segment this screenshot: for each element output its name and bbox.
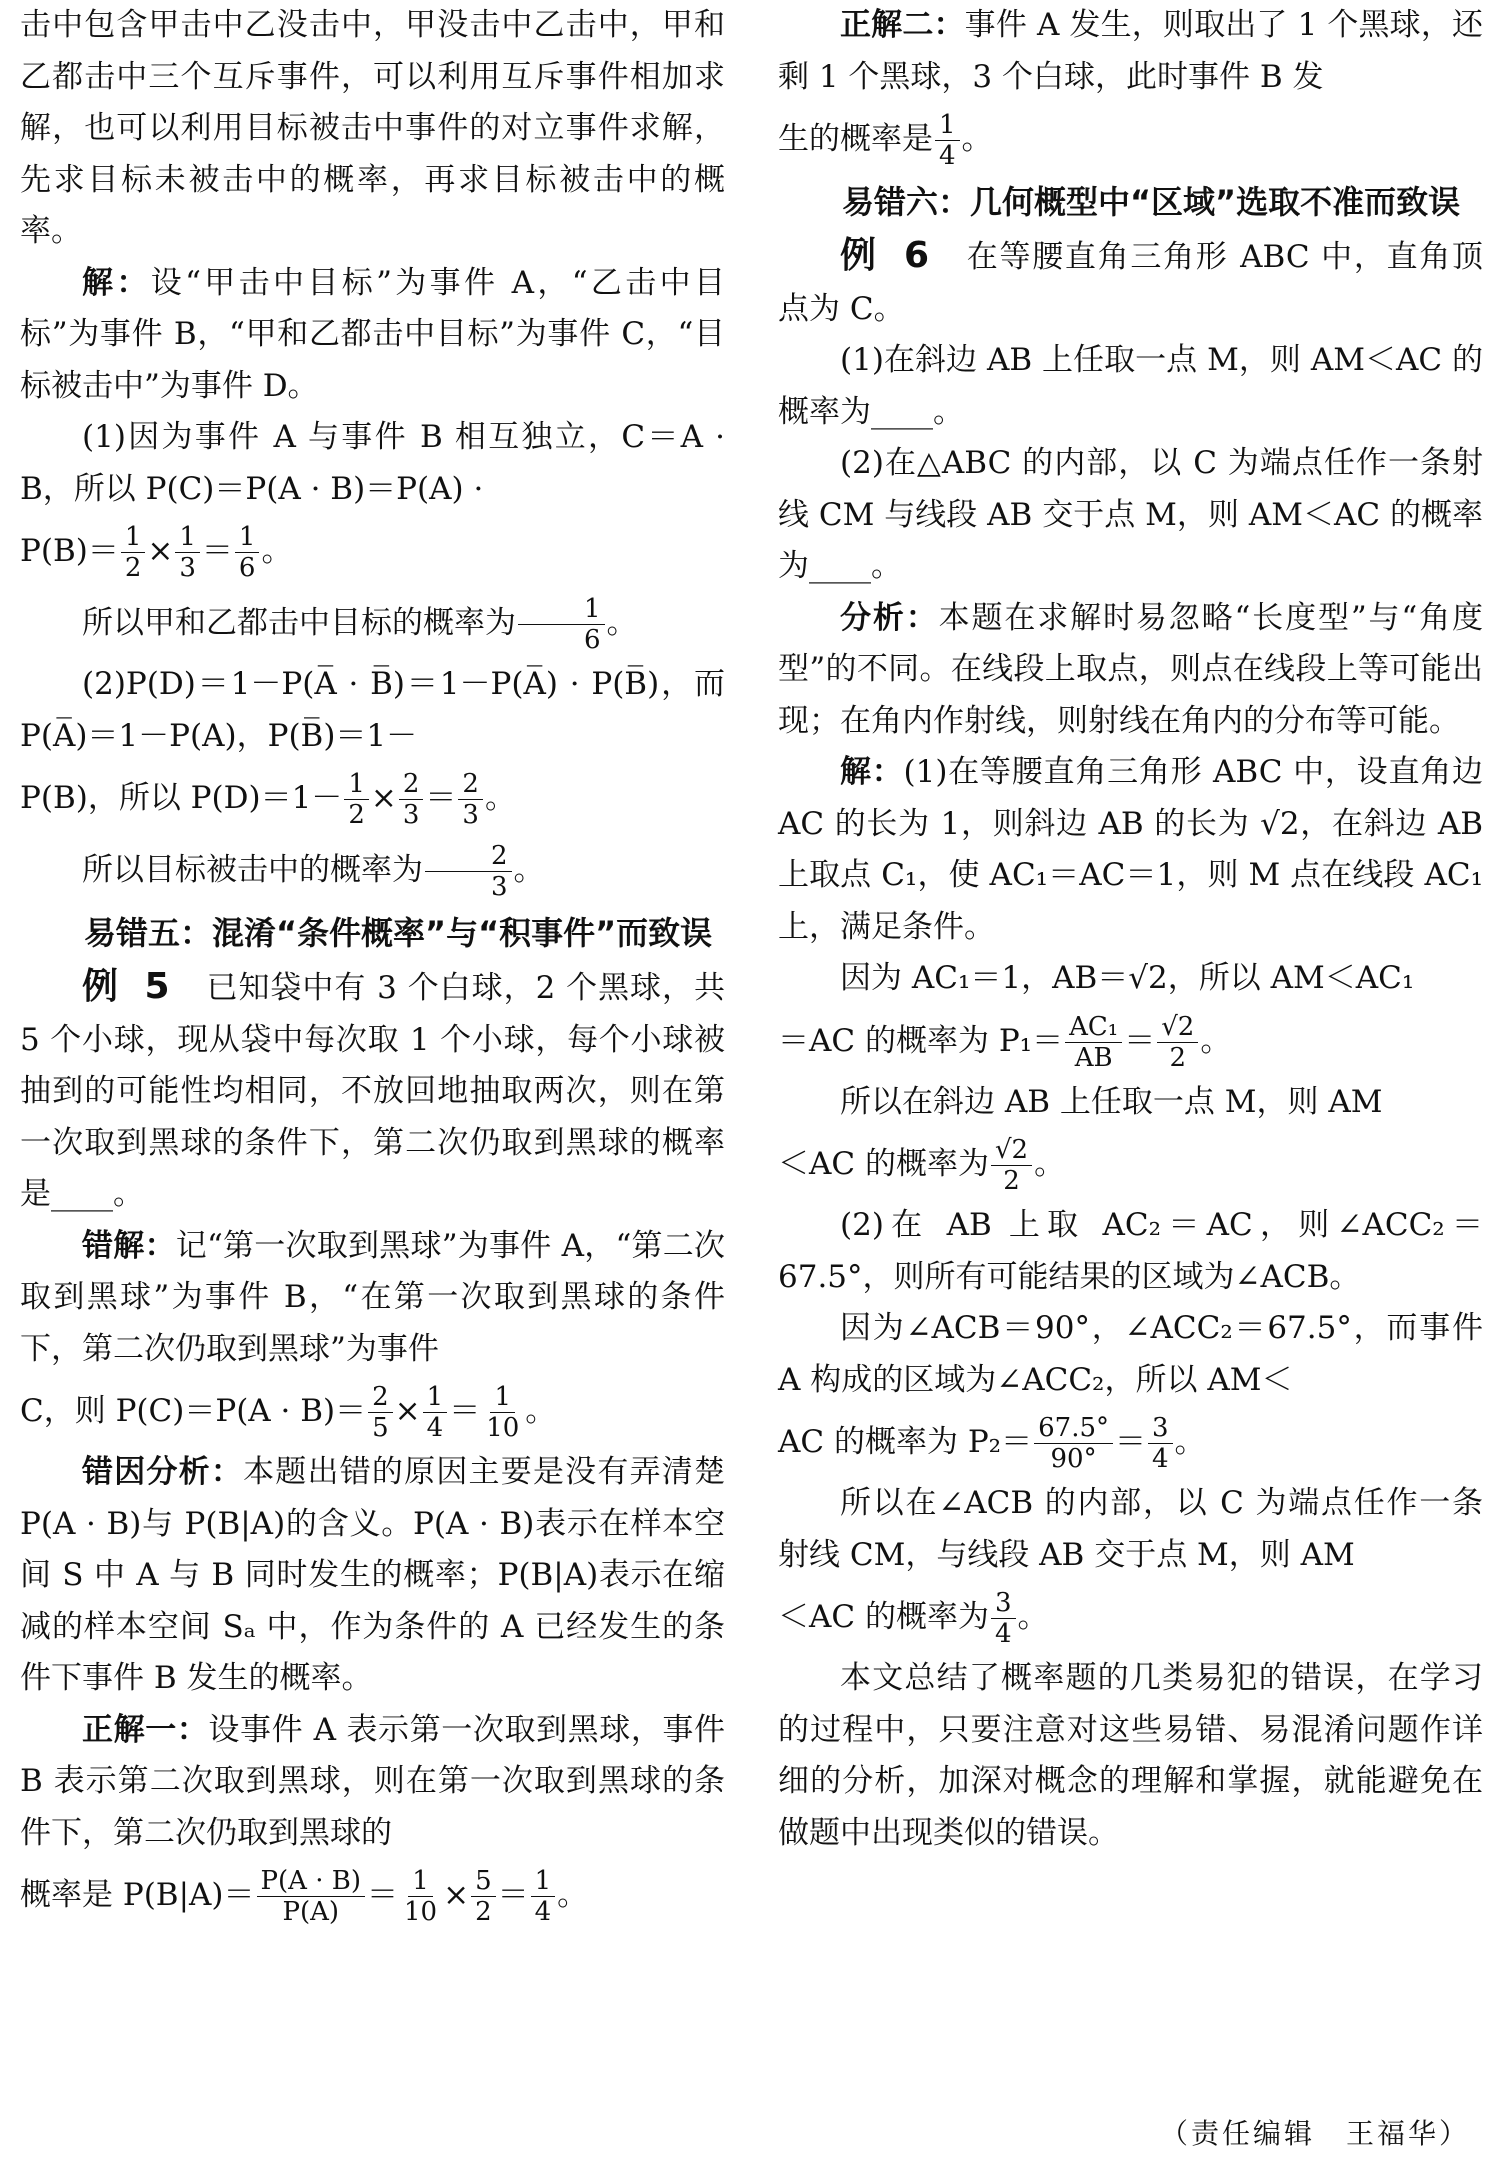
section-heading-6: 易错六：几何概型中“区域”选取不准而致误 [842, 183, 1461, 221]
fraction: $\frac{2}{3}$ [399, 769, 424, 830]
paragraph-intro: 击中包含甲击中乙没击中，甲没击中乙击中，甲和乙都击中三个互斥事件，可以利用互斥事件相加求解，也可以利用目标被击中事件的对立事件求解，先求目标未被击中的概率，再求目标被击中的概率。 [20, 7, 725, 249]
part1-equation [20, 515, 725, 587]
part2-conclusion [20, 834, 725, 906]
operator: ＝ [1124, 1022, 1156, 1059]
correct-solution-1 [20, 1705, 725, 1860]
fraction: $\frac{1}{2}$ [344, 769, 369, 830]
punctuation: 。 [961, 121, 993, 157]
operator: ＝ [201, 533, 233, 569]
solution-part2-step: 因为∠ACB＝90°，∠ACC₂＝67.5°，而事件 A 构成的区域为∠ACC₂，所以 AM＜ [778, 1310, 1483, 1398]
correct-solution-1-text: 设事件 A 表示第一次取到黑球，事件 B 表示第二次取到黑球，则在第一次取到黑球的条件下，第二次仍取到黑球的 [20, 1711, 726, 1851]
example-label: 例 5 [82, 966, 176, 1007]
solution-part1 [778, 747, 1483, 953]
equation-text: P(B)＝ [20, 533, 119, 569]
equation-text: 概率是 P(B|A)＝ [20, 1877, 255, 1913]
example-5 [20, 961, 725, 1221]
analysis-label: 分析： [840, 599, 939, 636]
correct-solution-2-result [778, 103, 1483, 175]
fraction: $\frac{1}{6}$ [235, 522, 260, 583]
fraction: $\frac{5}{2}$ [471, 1866, 496, 1927]
fraction: $\frac{3}{4}$ [991, 1588, 1016, 1649]
error-analysis-text: 本题出错的原因主要是没有弄清楚 P(A · B)与 P(B|A)的含义。P(A · B)表示在样本空间 S 中 A 与 B 同时发生的概率；P(B|A)表示在缩减的样本空间 Sₐ 中，作为条件的 A 已经发生的条件下事件 B 发生的概率。 [20, 1454, 726, 1696]
result-text: ＜AC 的概率为 [778, 1599, 989, 1635]
correct-solution-1-equation [20, 1859, 725, 1931]
equation-text: ＝AC 的概率为 P₁＝ [778, 1022, 1064, 1059]
solution-paragraph [20, 258, 725, 413]
punctuation: 。 [1034, 1146, 1066, 1182]
operator: × [394, 1393, 421, 1429]
solution-part2: (2)在 AB 上取 AC₂＝AC，则∠ACC₂＝67.5°，则所有可能结果的区域为∠ACB。 [778, 1207, 1483, 1295]
correct-solution-1-label: 正解一： [82, 1711, 209, 1748]
operator: ＝ [1115, 1424, 1146, 1460]
fraction: $\frac{2}{3}$ [425, 841, 512, 902]
fraction: $\frac{67.5^\circ}{90^\circ}$ [1034, 1413, 1113, 1474]
fraction: $\frac{2}{3}$ [458, 769, 483, 830]
conclusion-text: 所以目标被击中的概率为 [82, 852, 423, 888]
wrong-solution [20, 1221, 725, 1376]
example-6 [778, 230, 1483, 335]
correct-solution-2-text: 事件 A 发生，则取出了 1 个黑球，还剩 1 个黑球，3 个白球，此时事件 B 发 [778, 7, 1484, 95]
solution-text: 设“甲击中目标”为事件 A，“乙击中目标”为事件 B，“甲和乙都击中目标”为事件 C，“目标被击中”为事件 D。 [20, 264, 726, 404]
equation-text: AC 的概率为 P₂＝ [778, 1424, 1033, 1460]
error-analysis [20, 1447, 725, 1705]
solution-text: (1)在等腰直角三角形 ABC 中，设直角边 AC 的长为 1，则斜边 AB 的长为 √2，在斜边 AB 上取点 C₁，使 AC₁＝AC＝1，则 M 点在线段 AC₁ 上，满足条件。 [778, 754, 1483, 945]
solution-part2-equation [778, 1406, 1483, 1478]
fraction: $\frac{2}{5}$ [368, 1382, 393, 1443]
equation-text: C，则 P(C)＝P(A · B)＝ [20, 1393, 367, 1429]
result-text: ＜AC 的概率为 [778, 1146, 989, 1182]
summary-paragraph: 本文总结了概率题的几类易犯的错误，在学习的过程中，只要注意对这些易错、易混淆问题作详细的分析，加深对概念的理解和掌握，就能避免在做题中出现类似的错误。 [778, 1660, 1483, 1851]
right-column [778, 0, 1483, 1859]
operator: ＝ [366, 1877, 398, 1913]
punctuation: 。 [1017, 1599, 1049, 1635]
solution-part1-conclusion: 所以在斜边 AB 上任取一点 M，则 AM [840, 1083, 1383, 1120]
editor-credit: （责任编辑 王福华） [1159, 2117, 1470, 2150]
example-text: 在等腰直角三角形 ABC 中，直角顶点为 C。 [778, 239, 1483, 327]
fraction: $\frac{P(A \cdot B)}{P(A)}$ [257, 1866, 365, 1927]
part1-conclusion [20, 587, 725, 659]
example-text: 已知袋中有 3 个白球，2 个黑球，共 5 个小球，现从袋中每次取 1 个小球，每个小球被抽到的可能性均相同，不放回地抽取两次，则在第一次取到黑球的条件下，第二次仍取到黑球的概率是____。 [20, 970, 725, 1212]
solution-part1-step: 因为 AC₁＝1，AB＝√2，所以 AM＜AC₁ [840, 960, 1415, 996]
wrong-solution-text: 记“第一次取到黑球”为事件 A，“第二次取到黑球”为事件 B，“在第一次取到黑球的条件下，第二次仍取到黑球”为事件 [20, 1227, 725, 1367]
fraction: $\frac{1}{10}$ [403, 1866, 438, 1927]
fraction: $\frac{1}{4}$ [423, 1382, 448, 1443]
error-analysis-label: 错因分析： [82, 1454, 244, 1490]
punctuation: 。 [484, 780, 516, 816]
wrong-solution-equation [20, 1375, 725, 1447]
fraction: $\frac{1}{2}$ [121, 522, 146, 583]
fraction: $\frac{√2}{2}$ [1157, 1012, 1198, 1073]
part2-paragraph: (2)P(D)＝1－P(A̅ · B̅)＝1－P(A̅) · P(B̅)，而 P(A̅)＝1－P(A)，P(B̅)＝1－ [20, 666, 725, 754]
analysis-text: 本题在求解时易忽略“长度型”与“角度型”的不同。在线段上取点，则点在线段上等可能出现；在角内作射线，则射线在角内的分布等可能。 [778, 599, 1484, 739]
solution-part1-equation [778, 1005, 1483, 1077]
fraction: $\frac{1}{4}$ [531, 1866, 556, 1927]
fraction: $\frac{1}{3}$ [175, 522, 200, 583]
operator: × [443, 1877, 470, 1913]
punctuation: 。 [525, 1393, 557, 1429]
fraction: $\frac{\text{AC₁}}{AB}$ [1065, 1012, 1122, 1073]
solution-part2-conclusion: 所以在∠ACB 的内部，以 C 为端点任作一条射线 CM，与线段 AB 交于点 M，则 AM [778, 1485, 1483, 1573]
punctuation: 。 [606, 605, 638, 641]
punctuation: 。 [557, 1877, 589, 1913]
part2-equation [20, 762, 725, 834]
solution-part1-result [778, 1128, 1483, 1200]
punctuation: 。 [261, 533, 293, 569]
punctuation: 。 [513, 852, 545, 888]
fraction: $\frac{1}{4}$ [935, 110, 960, 171]
operator: ＝ [497, 1877, 529, 1913]
fraction: $\frac{√2}{2}$ [991, 1135, 1032, 1196]
correct-solution-2 [778, 0, 1483, 103]
equation-text: P(B)，所以 P(D)＝1－ [20, 780, 343, 816]
part1-paragraph: (1)因为事件 A 与事件 B 相互独立，C＝A · B，所以 P(C)＝P(A · B)＝P(A) · [20, 419, 725, 507]
section-heading-5: 易错五：混淆“条件概率”与“积事件”而致误 [84, 914, 713, 952]
solution-label: 解： [840, 754, 904, 790]
operator: × [370, 780, 397, 816]
solution-label: 解： [82, 264, 151, 301]
example-label: 例 6 [840, 235, 936, 276]
question-2: (2)在△ABC 的内部，以 C 为端点任作一条射线 CM 与线段 AB 交于点 M，则 AM＜AC 的概率为____。 [778, 445, 1483, 584]
result-text: 生的概率是 [778, 121, 933, 157]
left-column [20, 0, 725, 1931]
correct-solution-2-label: 正解二： [840, 7, 965, 43]
conclusion-text: 所以甲和乙都击中目标的概率为 [82, 605, 516, 641]
analysis-paragraph [778, 593, 1483, 748]
operator: ＝ [449, 1393, 481, 1429]
fraction: $\frac{3}{4}$ [1148, 1413, 1173, 1474]
operator: × [147, 533, 174, 569]
wrong-solution-label: 错解： [82, 1227, 176, 1264]
solution-part2-result [778, 1581, 1483, 1653]
question-1: (1)在斜边 AB 上任取一点 M，则 AM＜AC 的概率为____。 [778, 342, 1483, 430]
punctuation: 。 [1200, 1022, 1232, 1059]
fraction: $\frac{1}{10}$ [486, 1382, 520, 1443]
operator: ＝ [425, 780, 457, 816]
punctuation: 。 [1174, 1424, 1206, 1460]
fraction: $\frac{1}{6}$ [518, 594, 605, 655]
